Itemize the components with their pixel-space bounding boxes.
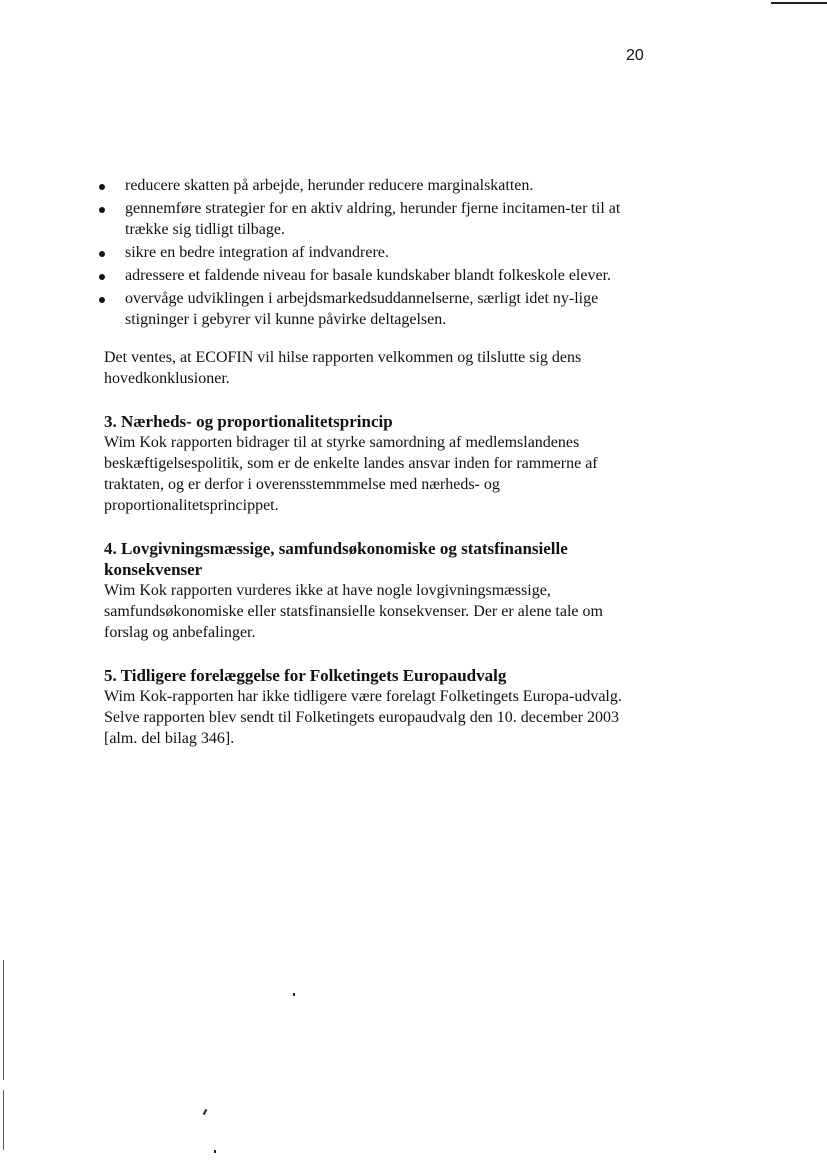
list-item-text: sikre en bedre integration af indvandrere. (125, 244, 389, 261)
list-item-text: reducere skatten på arbejde, herunder reducere marginalskatten. (125, 177, 534, 194)
bullet-icon (99, 251, 105, 257)
scan-speck (203, 1109, 208, 1115)
scan-speck (293, 993, 295, 996)
list-item-text: overvåge udviklingen i arbejdsmarkedsuddannelserne, særligt idet ny-lige stigninger i gebyrer vil kunne påvirke deltagelsen. (125, 290, 599, 328)
intro-paragraph: Det ventes, at ECOFIN vil hilse rapporten velkommen og tilslutte sig dens hovedkonklusioner. (104, 349, 582, 387)
list-item (104, 242, 624, 263)
bullet-icon (99, 207, 105, 213)
bullet-icon (99, 274, 105, 280)
section-consequences (104, 538, 624, 643)
scan-speck (214, 1150, 216, 1153)
main-content (104, 175, 624, 749)
section-body: Wim Kok rapporten vurderes ikke at have nogle lovgivningsmæssige, samfundsøkonomiske eller statsfinansielle konsekvenser. Der er alene tale om forslag og anbefalinger. (104, 582, 603, 641)
section-heading: 3. Nærheds- og proportionalitetsprincip (104, 412, 393, 431)
scan-edge-mark (771, 2, 827, 4)
page-number: 20 (626, 47, 644, 64)
list-item-text: gennemføre strategier for en aktiv aldring, herunder fjerne incitamen-ter til at trække sig tidligt tilbage. (125, 200, 621, 238)
bullet-list (104, 175, 624, 330)
section-heading: 5. Tidligere forelæggelse for Folketingets Europaudvalg (104, 666, 507, 685)
bullet-icon (99, 297, 105, 303)
section-heading: 4. Lovgivningsmæssige, samfundsøkonomiske og statsfinansielle konsekvenser (104, 539, 568, 579)
list-item-text: adressere et faldende niveau for basale kundskaber blandt folkeskole elever. (125, 267, 612, 284)
list-item (104, 175, 624, 196)
section-subsidiarity (104, 411, 624, 516)
scan-edge-mark (3, 960, 4, 1080)
list-item (104, 288, 624, 330)
section-previous-submission (104, 665, 624, 749)
list-item (104, 265, 624, 286)
section-body: Wim Kok rapporten bidrager til at styrke samordning af medlemslandenes beskæftigelsespolitik, som er de enkelte landes ansvar inden for rammerne af traktaten, og er derfor i overensstemmmelse med nærheds- og proportionalitetsprincippet. (104, 434, 598, 514)
scan-edge-mark (3, 1090, 4, 1150)
section-body: Wim Kok-rapporten har ikke tidligere være forelagt Folketingets Europa-udvalg. Selve rapporten blev sendt til Folketingets europaudvalg den 10. december 2003 [alm. del bilag 346]. (104, 688, 622, 747)
bullet-icon (99, 184, 105, 190)
list-item (104, 198, 624, 240)
